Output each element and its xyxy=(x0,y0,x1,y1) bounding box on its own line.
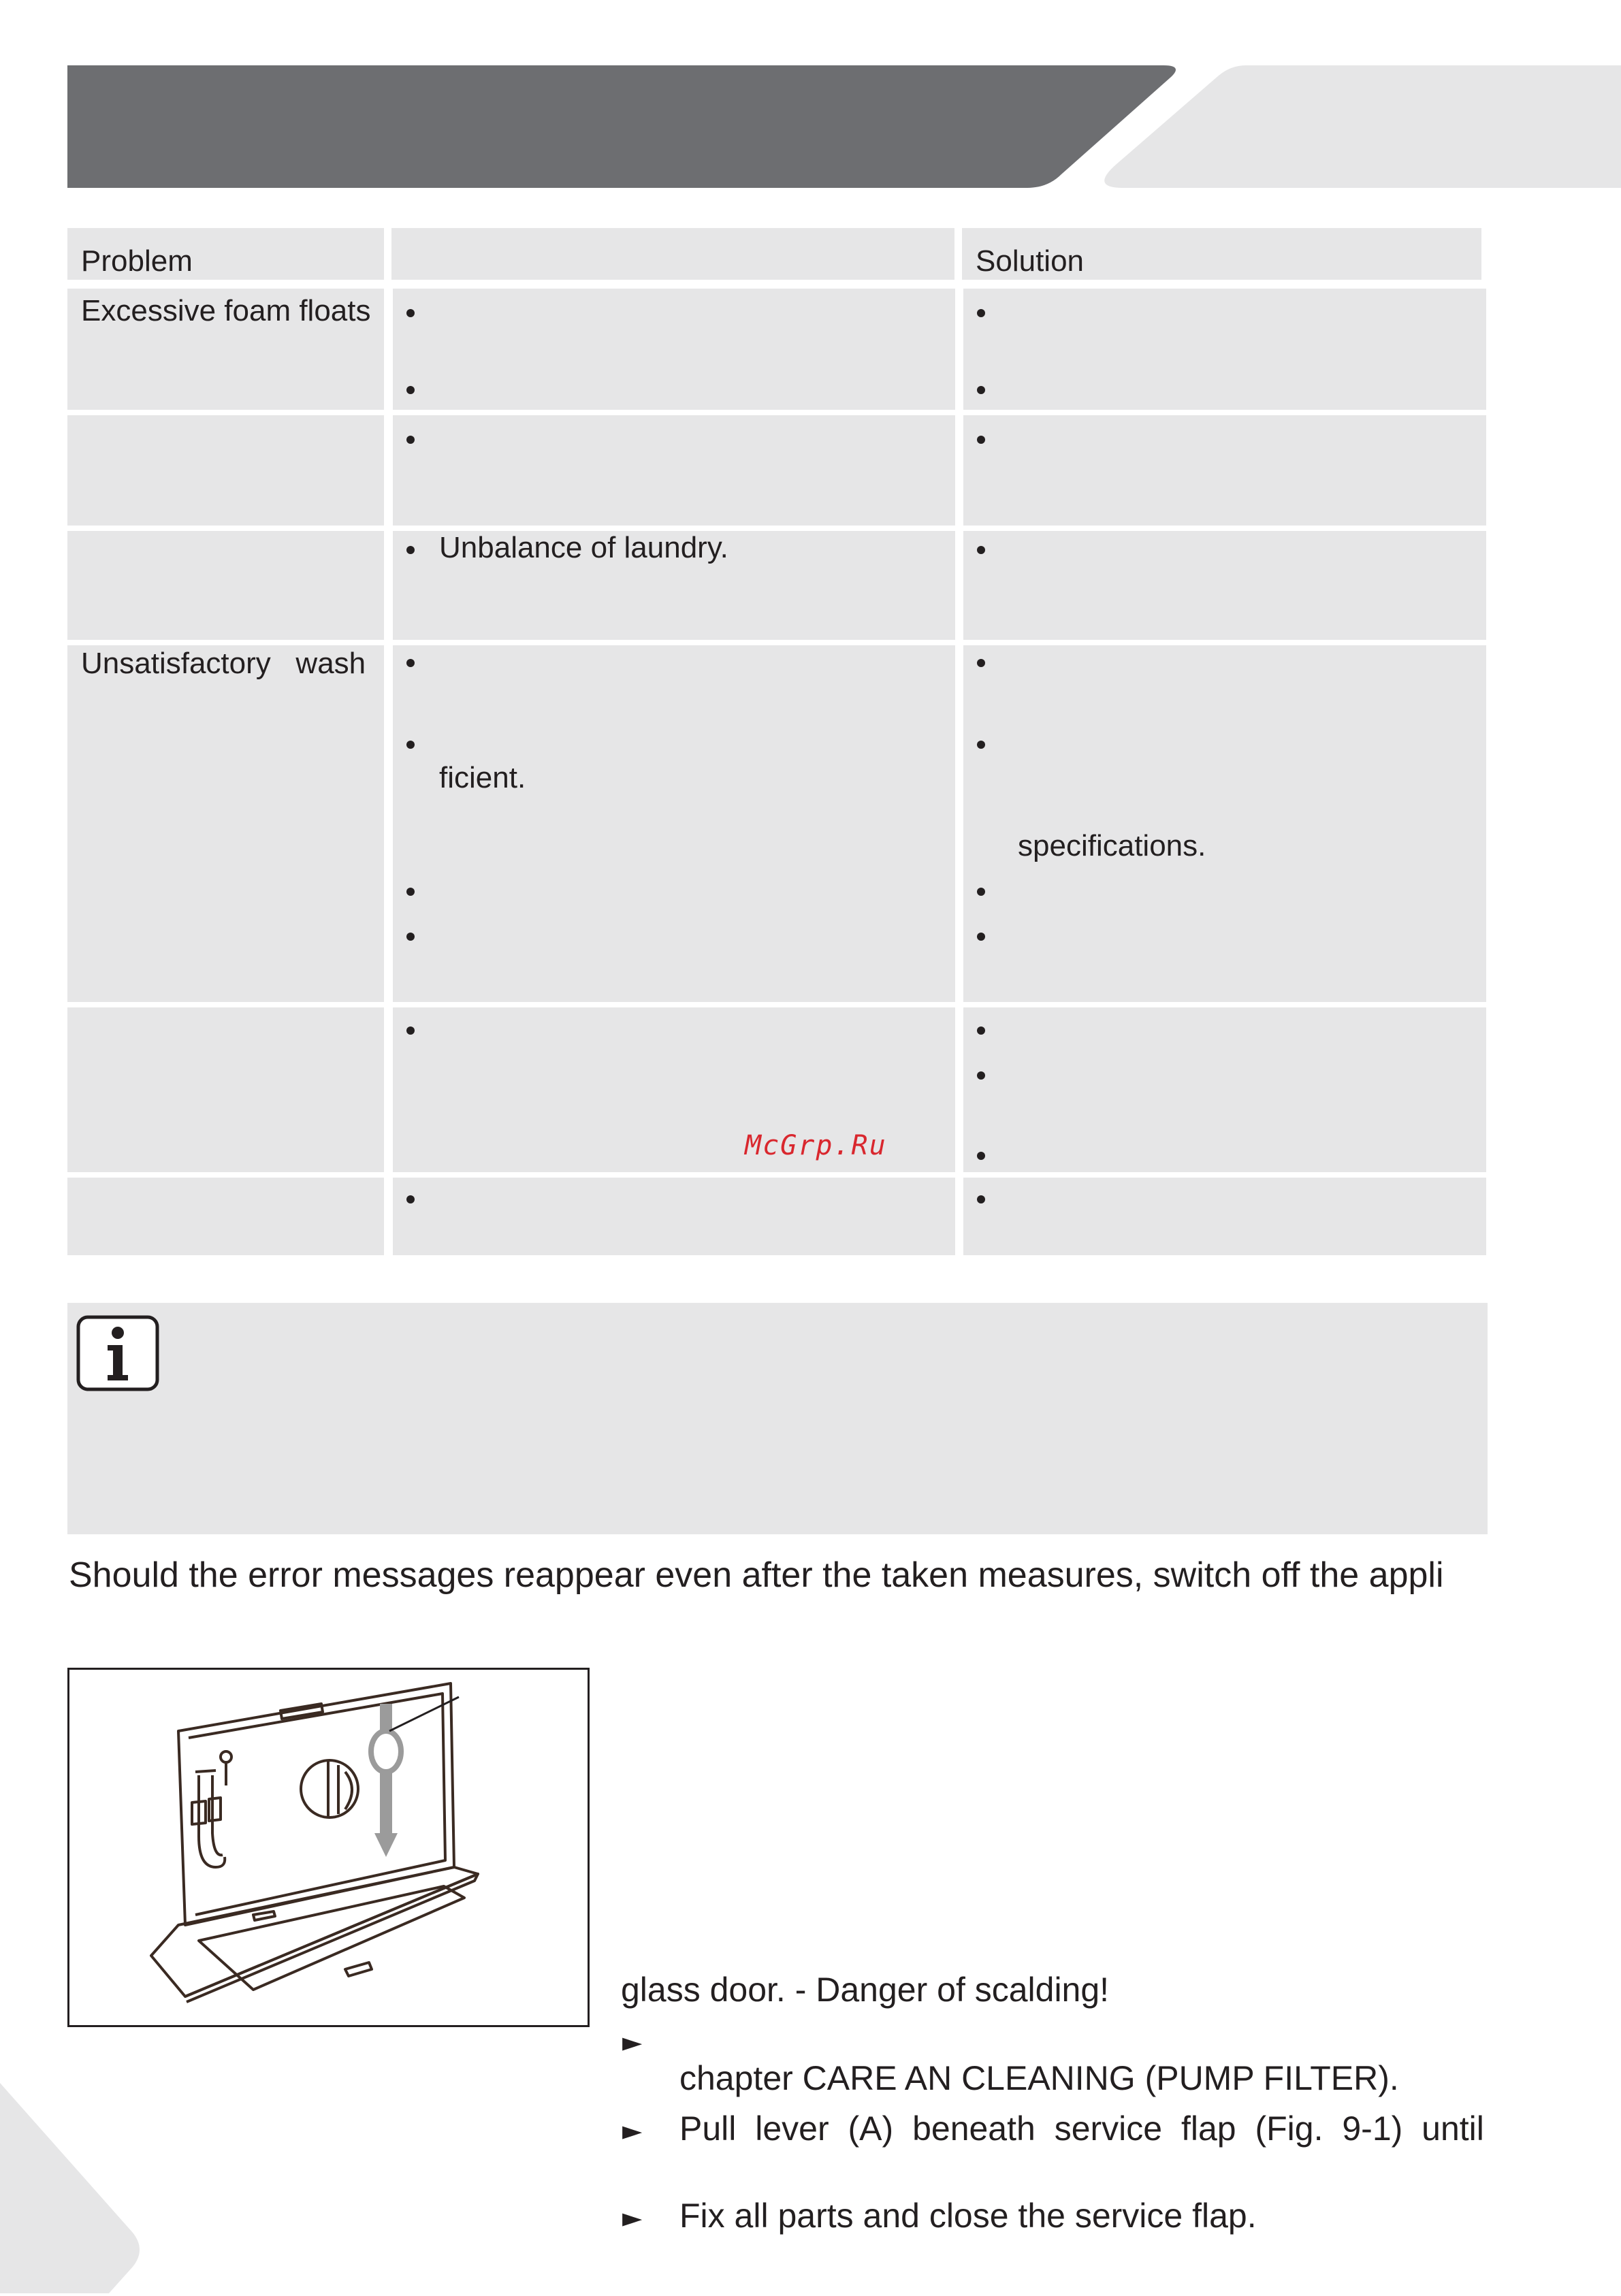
service-flap-figure xyxy=(67,1668,590,2027)
bullet xyxy=(977,309,985,317)
step-text: chapter CARE AN CLEANING (PUMP FILTER). xyxy=(679,2059,1399,2097)
table-row xyxy=(67,531,384,640)
info-icon xyxy=(76,1315,159,1391)
solution-cell xyxy=(963,645,1486,1002)
solution-cell xyxy=(963,1178,1486,1255)
step-text: Pull lever (A) beneath service flap (Fig. 9-1) until xyxy=(679,2109,1484,2148)
bullet xyxy=(406,741,415,749)
header-solution xyxy=(962,228,1481,280)
solution-text: specifications. xyxy=(1018,829,1206,862)
bullet xyxy=(977,888,985,896)
solution-cell xyxy=(963,289,1486,410)
corner-decoration xyxy=(0,2083,150,2293)
bullet xyxy=(977,659,985,667)
service-flap-illustration xyxy=(69,1670,588,2025)
bullet xyxy=(977,741,985,749)
bullet xyxy=(406,546,415,554)
cause-cell xyxy=(393,415,955,526)
header-problem xyxy=(67,228,384,280)
bullet xyxy=(977,1071,985,1080)
problem-cell: Excessive foam floats xyxy=(81,294,371,327)
header-cause xyxy=(391,228,954,280)
bullet xyxy=(406,888,415,896)
cause-cell xyxy=(393,645,955,1002)
table-row xyxy=(67,1007,384,1172)
solution-cell xyxy=(963,415,1486,526)
cause-text: Unbalance of laundry. xyxy=(439,531,728,564)
header-bar xyxy=(67,65,1184,188)
table-row xyxy=(67,1178,384,1255)
error-message: Should the error messages reappear even after the taken measures, switch off the appli xyxy=(69,1555,1444,1595)
bullet xyxy=(406,933,415,941)
solution-cell xyxy=(963,1007,1486,1172)
bullet xyxy=(977,546,985,554)
cause-cell xyxy=(393,289,955,410)
info-box xyxy=(67,1303,1488,1534)
problem-cell: Unsatisfactory wash xyxy=(81,647,366,680)
table-row xyxy=(67,645,384,1002)
header-tab xyxy=(1096,65,1621,188)
bullet xyxy=(977,386,985,394)
cause-text: ficient. xyxy=(439,761,526,794)
header-problem-label: Problem xyxy=(81,244,193,278)
arrow-bullet-icon: ► xyxy=(622,2203,643,2233)
bullet xyxy=(977,1152,985,1160)
arrow-bullet-icon: ► xyxy=(622,2027,643,2057)
cause-cell xyxy=(393,1178,955,1255)
cause-cell xyxy=(393,531,955,640)
bullet xyxy=(977,436,985,444)
table-row xyxy=(67,415,384,526)
solution-cell xyxy=(963,531,1486,640)
watermark: McGrp.Ru xyxy=(745,1130,887,1161)
bullet xyxy=(977,1195,985,1203)
step-text: Fix all parts and close the service flap. xyxy=(679,2197,1257,2235)
step-text: glass door. - Danger of scalding! xyxy=(621,1971,1110,2009)
bullet xyxy=(406,309,415,317)
bullet xyxy=(406,386,415,394)
bullet xyxy=(406,659,415,667)
bullet xyxy=(977,933,985,941)
bullet xyxy=(406,436,415,444)
arrow-bullet-icon: ► xyxy=(622,2116,643,2146)
header-solution-label: Solution xyxy=(976,244,1085,278)
bullet xyxy=(406,1026,415,1035)
bullet xyxy=(406,1195,415,1203)
table-row xyxy=(67,289,384,410)
bullet xyxy=(977,1026,985,1035)
